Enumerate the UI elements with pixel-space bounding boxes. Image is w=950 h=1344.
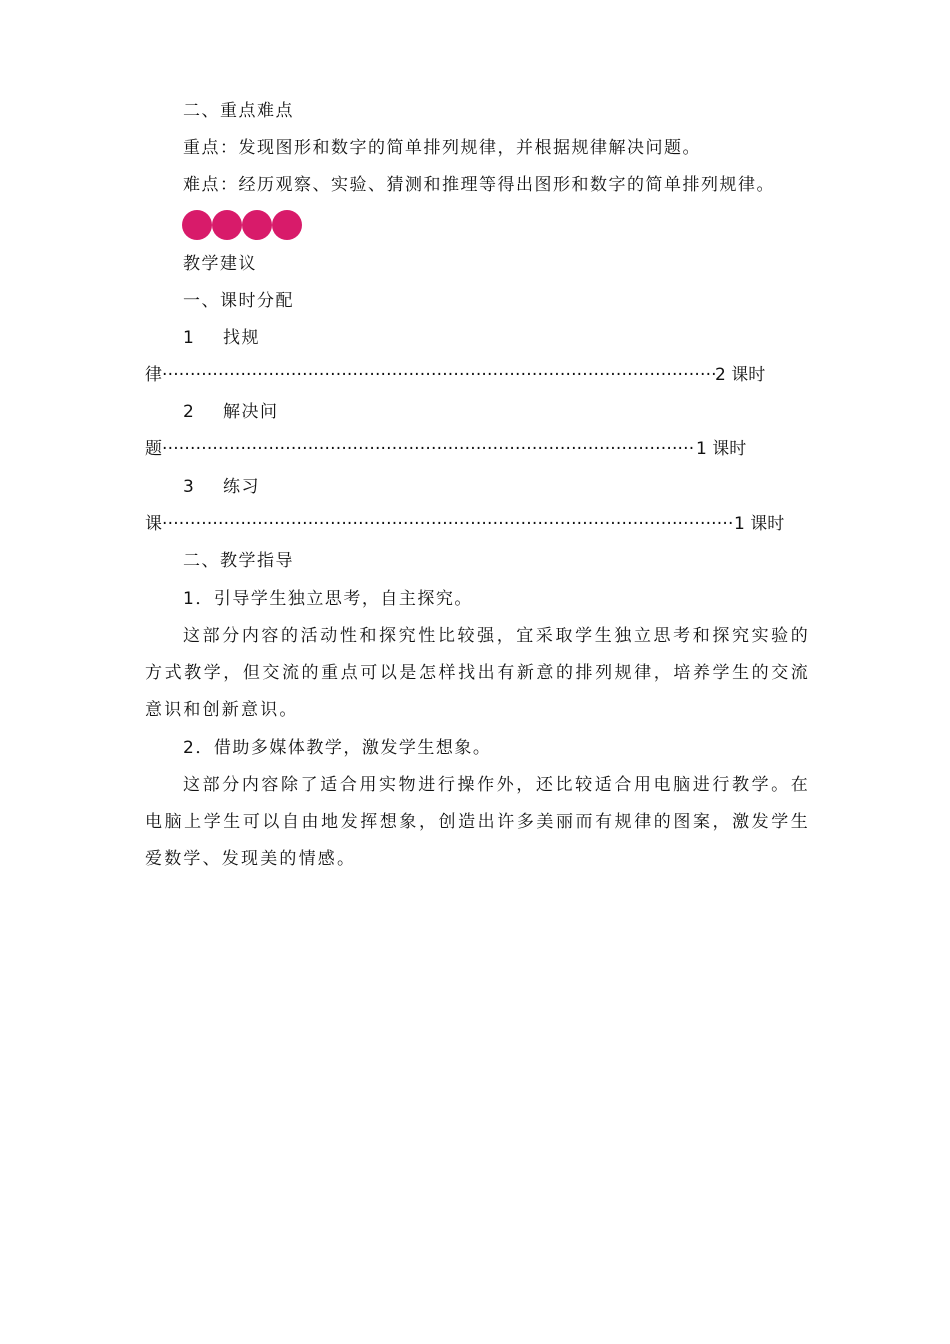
guidance-heading: 二、教学指导 — [183, 551, 294, 571]
guidance-1-title: 1．引导学生独立思考，自主探究。 — [183, 589, 473, 609]
leader-dots — [162, 364, 715, 386]
lesson-item-2-toc-line — [145, 438, 746, 460]
lesson-hours: 2 课时 — [715, 365, 766, 385]
guidance-2-title: 2．借助多媒体教学，激发学生想象。 — [183, 738, 492, 758]
lesson-name-part: 找规 — [222, 328, 260, 348]
difficult-point-text: 难点：经历观察、实验、猜测和推理等得出图形和数字的简单排列规律。 — [183, 175, 775, 195]
lesson-name-rest: 律 — [145, 365, 162, 385]
lesson-name-part: 练习 — [222, 477, 260, 497]
leader-dots — [162, 438, 696, 460]
guidance-1-body: 这部分内容的活动性和探究性比较强，宜采取学生独立思考和探究实验的方式教学，但交流的重点可以是怎样找出有新意的排列规律，培养学生的交流意识和创新意识。 — [145, 626, 810, 720]
lesson-number: 3 — [183, 477, 196, 497]
allocation-heading: 一、课时分配 — [183, 291, 294, 311]
section-heading-key-points: 二、重点难点 — [183, 101, 294, 121]
decorative-circle — [212, 210, 242, 240]
lesson-number: 2 — [183, 402, 196, 422]
lesson-item-1-label — [183, 327, 260, 349]
decorative-circle — [182, 210, 212, 240]
lesson-hours: 1 课时 — [696, 439, 747, 459]
lesson-hours: 1 课时 — [734, 514, 785, 534]
decorative-circle — [272, 210, 302, 240]
lesson-name-part: 解决问 — [222, 402, 279, 422]
guidance-2-body: 这部分内容除了适合用实物进行操作外，还比较适合用电脑进行教学。在电脑上学生可以自由地发挥想象，创造出许多美丽而有规律的图案，激发学生爱数学、发现美的情感。 — [145, 775, 810, 869]
lesson-item-2-label — [183, 401, 278, 423]
teaching-suggestions-title: 教学建议 — [183, 254, 257, 274]
key-point-text: 重点：发现图形和数字的简单排列规律，并根据规律解决问题。 — [183, 138, 701, 158]
lesson-item-3-toc-line — [145, 513, 784, 535]
decorative-circle — [242, 210, 272, 240]
lesson-item-3-label — [183, 476, 260, 498]
lesson-name-rest: 课 — [145, 514, 162, 534]
lesson-item-1-toc-line — [145, 364, 765, 386]
lesson-number: 1 — [183, 328, 196, 348]
lesson-name-rest: 题 — [145, 439, 162, 459]
decorative-circles-icon — [181, 207, 305, 243]
leader-dots — [162, 513, 734, 535]
